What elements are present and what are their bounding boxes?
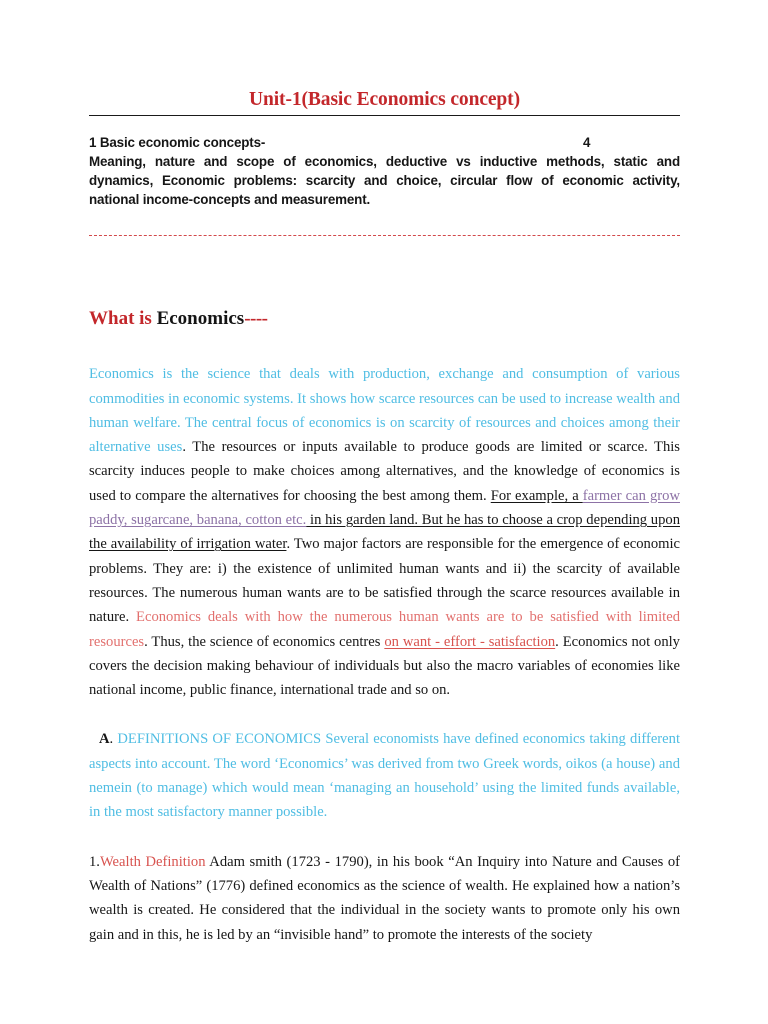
paragraph-economics-definition xyxy=(89,362,680,702)
text-segment-macro-variables: . Economics not only covers the decision making behaviour of individuals but also the macro variables of economies like national income, public finance, international trade and so on. xyxy=(89,633,680,699)
text-segment-red-wants: Economics deals with how the numerous human wants are to be satisfied with limited resources xyxy=(89,609,680,650)
syllabus-heading: 1 Basic economic concepts- xyxy=(89,135,266,151)
heading-black-part: Economics xyxy=(156,307,245,329)
text-segment-cyan-intro: Economics is the science that deals with production, exchange and consumption of various commodities in economic systems. It shows how scarce resources can be used to increase wealth and human welfare. The central focus of economics is on scarcity of resources and choices among their alternative uses xyxy=(89,366,680,456)
paragraph-wealth-definition xyxy=(89,850,680,947)
text-segment-red-underline-want-effort: on want - effort - satisfaction xyxy=(384,633,556,650)
list-marker-a-suffix: . xyxy=(109,731,114,748)
list-marker-a: A xyxy=(99,731,110,748)
text-segment-underline-garden: in his garden land. But he has to choose a crop depending upon the availability of irrigation water xyxy=(89,512,680,553)
paragraph-definitions-of-economics xyxy=(89,727,680,824)
text-segment-underline-example: For example, a xyxy=(490,487,583,504)
text-segment-red-wealth-definition: Wealth Definition xyxy=(99,853,206,870)
text-segment-adam-smith: Adam smith (1723 - 1790), in his book “An Inquiry into Nature and Causes of Wealth of Nations” (1776) defined economics as the science of wealth. He explained how a nation’s wealth is created. He considered that the individual in the society wants to promote only his own gain and in this, he is led by an “invisible hand” to promote the interests of the society xyxy=(89,853,680,943)
text-segment-centres: . Thus, the science of economics centres xyxy=(144,633,385,650)
text-segment-two-factors: . Two major factors are responsible for the emergence of economic problems. They are: i) the existence of unlimited human wants and ii) the scarcity of available resources. The numerous human wants are to be satisfied through the scarce resources available in nature. xyxy=(89,536,681,626)
document-title: Unit-1(Basic Economics concept) xyxy=(249,89,520,110)
document-content xyxy=(89,0,680,947)
section-heading-what-is-economics xyxy=(89,245,680,331)
heading-red-part: What is xyxy=(89,307,152,329)
syllabus-heading-row xyxy=(89,133,680,152)
dashed-separator xyxy=(89,235,680,237)
syllabus-page-number: 4 xyxy=(583,135,591,151)
text-segment-purple-crops: farmer can grow paddy, sugarcane, banana, cotton etc. xyxy=(89,487,680,529)
syllabus-block xyxy=(89,133,680,209)
title-underline-rule xyxy=(89,115,680,116)
text-segment-cyan-definitions: DEFINITIONS OF ECONOMICS Several economists have defined economics taking different aspects into account. The word ‘Economics’ was derived from two Greek words, oikos (a house) and nemein (to manage) which would mean ‘managing an household’ using the limited funds available, in the most satisfactory manner possible. xyxy=(89,731,680,821)
heading-trailing-dashes: ---- xyxy=(244,307,268,329)
list-marker-1: 1. xyxy=(89,853,100,870)
syllabus-body: Meaning, nature and scope of economics, deductive vs inductive methods, static and dynamics, Economic problems: scarcity and choice, circular flow of economic activity, national income-concepts and measurement. xyxy=(89,154,680,208)
text-segment-resources: . The resources or inputs available to produce goods are limited or scarce. This scarcity induces people to make choices among alternatives, and the knowledge of economics is used to compare the alternatives for choosing the best among them. xyxy=(89,439,680,504)
